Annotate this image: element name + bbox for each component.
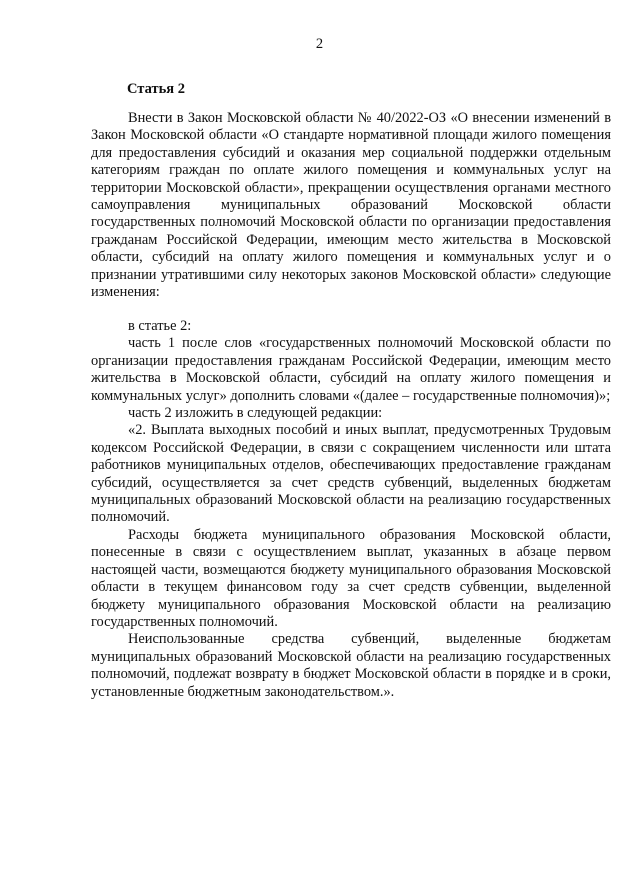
intro-paragraph: Внести в Закон Московской области № 40/2022-ОЗ «О внесении изменений в Закон Московской области «О стандарте нормативной площади жилого помещения для предоставления субсидий и оказания мер социальной поддержки отдельным категориям граждан по оплате жилого помещения и коммунальных услуг на территории Московской области», прекращении осуществления органами местного самоуправления муниципальных образований Московской области государственных полномочий Московской области по организации предоставления гражданам Российской Федерации, имеющим место жительства в Московской области, субсидий на оплату жилого помещения и коммунальных услуг и о признании утратившими силу некоторых законов Московской области» следующие изменения:	[91, 110, 611, 301]
amendments-section	[91, 318, 611, 701]
part2-text-paragraph-1: «2. Выплата выходных пособий и иных выплат, предусмотренных Трудовым кодексом Российской Федерации, в связи с сокращением численности или штата работников муниципальных отделов, обеспечивающих предоставление гражданам субсидий, осуществляется за счет средств субвенций, выделенных бюджетам муниципальных образований Московской области на реализацию государственных полномочий.	[91, 422, 611, 526]
part2-text-paragraph-2: Расходы бюджета муниципального образования Московской области, понесенные в связи с осуществлением выплат, указанных в абзаце первом настоящей части, возмещаются бюджету муниципального образования Московской области в текущем финансовом году за счет средств субвенции, выделенной бюджету муниципального образования Московской области на реализацию государственных полномочий.	[91, 526, 611, 630]
article-heading: Статья 2	[127, 81, 185, 97]
part2-text-paragraph-3: Неиспользованные средства субвенций, выделенные бюджетам муниципальных образований Московской области на реализацию государственных полномочий, подлежат возврату в бюджет Московской области в порядке и в сроки, установленные бюджетным законодательством.».	[91, 631, 611, 700]
page-number: 2	[315, 36, 324, 52]
part2-intro-paragraph: часть 2 изложить в следующей редакции:	[128, 405, 383, 422]
article-reference: в статье 2:	[128, 318, 192, 334]
intro-section	[91, 110, 611, 301]
part1-paragraph: часть 1 после слов «государственных полномочий Московской области по организации предоставления гражданам Российской Федерации, имеющим место жительства в Московской области, субсидий на оплату жилого помещения и коммунальных услуг» дополнить словами «(далее – государственные полномочия)»;	[91, 335, 611, 404]
